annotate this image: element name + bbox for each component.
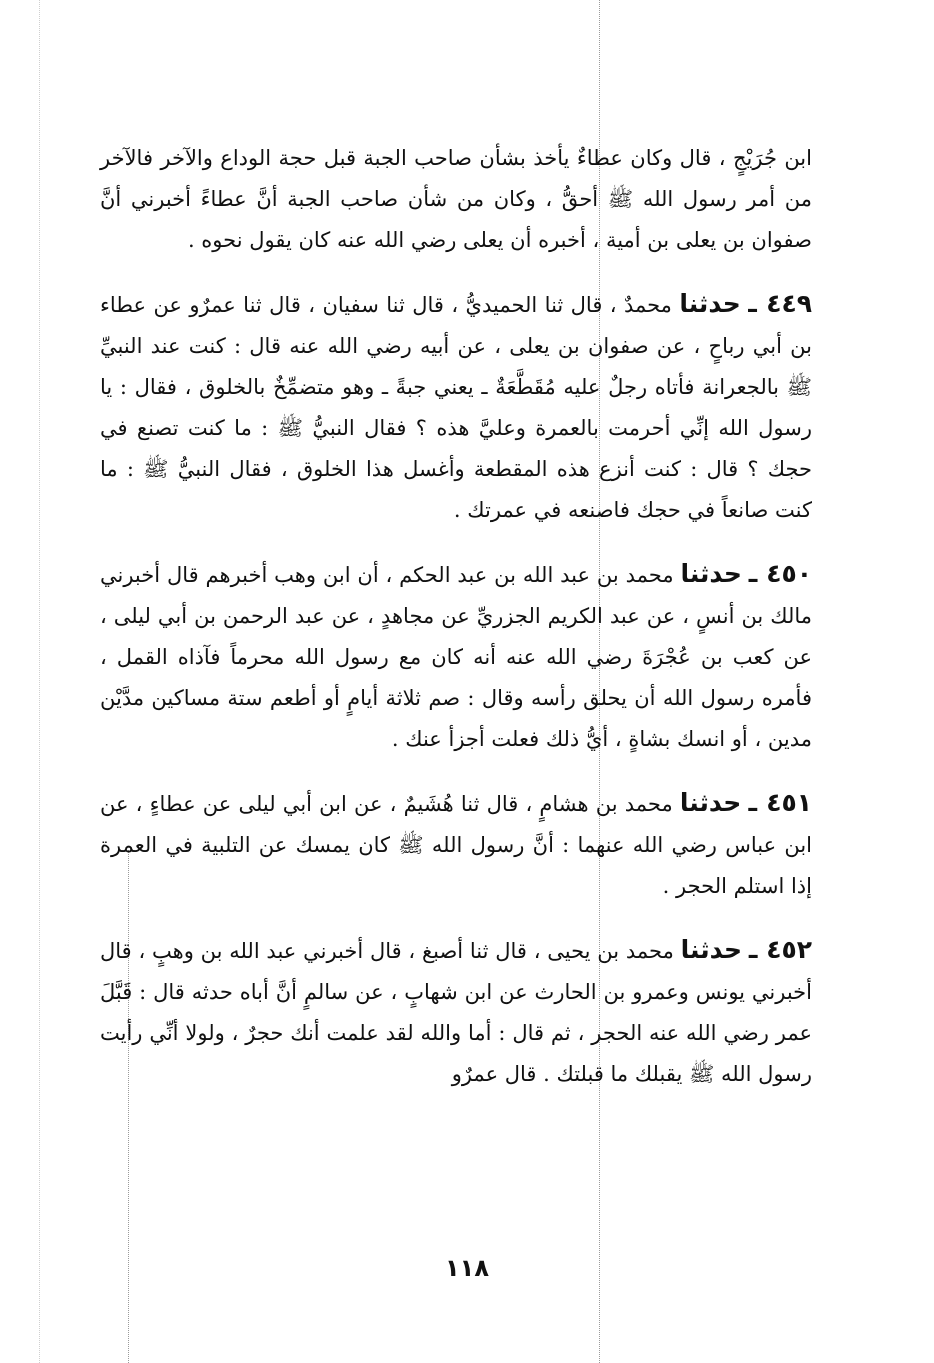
hadith-449 [100,283,812,531]
hadith-text: محمد بن يحيى ، قال ثنا أصبغ ، قال أخبرني عبد الله بن وهبٍ ، قال أخبرني يونس وعمرو بن الحارث عن ابن شهابٍ ، عن سالمٍ أنَّ أباه حدثه قال : قَبَّلَ عمر رضي الله عنه الحجر ، ثم قال : أما والله لقد علمت أنك حجرٌ ، ولولا أنِّي رأيت رسول الله ﷺ يقبلك ما قبلتك . قال عمرٌو [100,939,812,1086]
paragraph-continuation [100,138,812,261]
hadith-lead-word: حدثنا [680,559,742,588]
hadith-number: ٤٤٩ ـ [748,289,812,318]
hadith-452 [100,929,812,1095]
hadith-number: ٤٥٠ ـ [748,559,813,588]
hadith-lead-word: حدثنا [680,935,743,964]
hadith-text: محمد بن هشامٍ ، قال ثنا هُشَيمٌ ، عن ابن أبي ليلى عن عطاءٍ ، عن ابن عباس رضي الله عنهما : أنَّ رسول الله ﷺ كان يمسك عن التلبية في العمرة إذا استلم الحجر . [100,792,812,898]
book-page [100,138,812,1095]
hadith-lead-word: حدثنا [679,289,741,318]
hadith-number: ٤٥٢ ـ [748,935,812,964]
page-number: ١١٨ [445,1254,489,1282]
hadith-450 [100,553,812,760]
hadith-number: ٤٥١ ـ [748,788,812,817]
scan-fold-line [39,0,40,1363]
hadith-lead-word: حدثنا [679,788,742,817]
paragraph-text: ابن جُرَيْجٍ ، قال وكان عطاءٌ يأخذ بشأن صاحب الجبة قبل حجة الوداع والآخر فالآخر من أمر رسول الله ﷺ أحقُّ ، وكان من شأن صاحب الجبة أنَّ عطاءً أخبرني أنَّ صفوان بن يعلى بن أمية ، أخبره أن يعلى رضي الله عنه كان يقول نحوه . [100,146,812,252]
hadith-text: محمد بن عبد الله بن عبد الحكم ، أن ابن وهب أخبرهم قال أخبرني مالك بن أنسٍ ، عن عبد الكريم الجزريِّ عن مجاهدٍ ، عن عبد الرحمن بن أبي ليلى ، عن كعب بن عُجْرَةَ رضي الله عنه أنه كان مع رسول الله محرماً فآذاه القمل ، فأمره رسول الله أن يحلق رأسه وقال : صم ثلاثة أيامٍ أو أطعم ستة مساكين مدَّيْن مدين ، أو انسك بشاةٍ ، أيُّ ذلك فعلت أجزأ عنك . [100,563,812,751]
hadith-451 [100,782,812,907]
hadith-text: محمدٌ ، قال ثنا الحميديُّ ، قال ثنا سفيان ، قال ثنا عمرٌو عن عطاء بن أبي رباحٍ ، عن صفوان بن يعلى ، عن أبيه رضي الله عنه قال : كنت عند النبيِّ ﷺ بالجعرانة فأتاه رجلٌ عليه مُقَطَّعَةٌ ـ يعني جبةً ـ وهو متضمِّخٌ بالخلوق ، فقال : يا رسول الله إنِّي أحرمت بالعمرة وعليَّ هذه ؟ فقال النبيُّ ﷺ : ما كنت تصنع في حجك ؟ قال : كنت أنزع هذه المقطعة وأغسل هذا الخلوق ، فقال النبيُّ ﷺ : ما كنت صانعاً في حجك فاصنعه في عمرتك . [100,293,812,522]
